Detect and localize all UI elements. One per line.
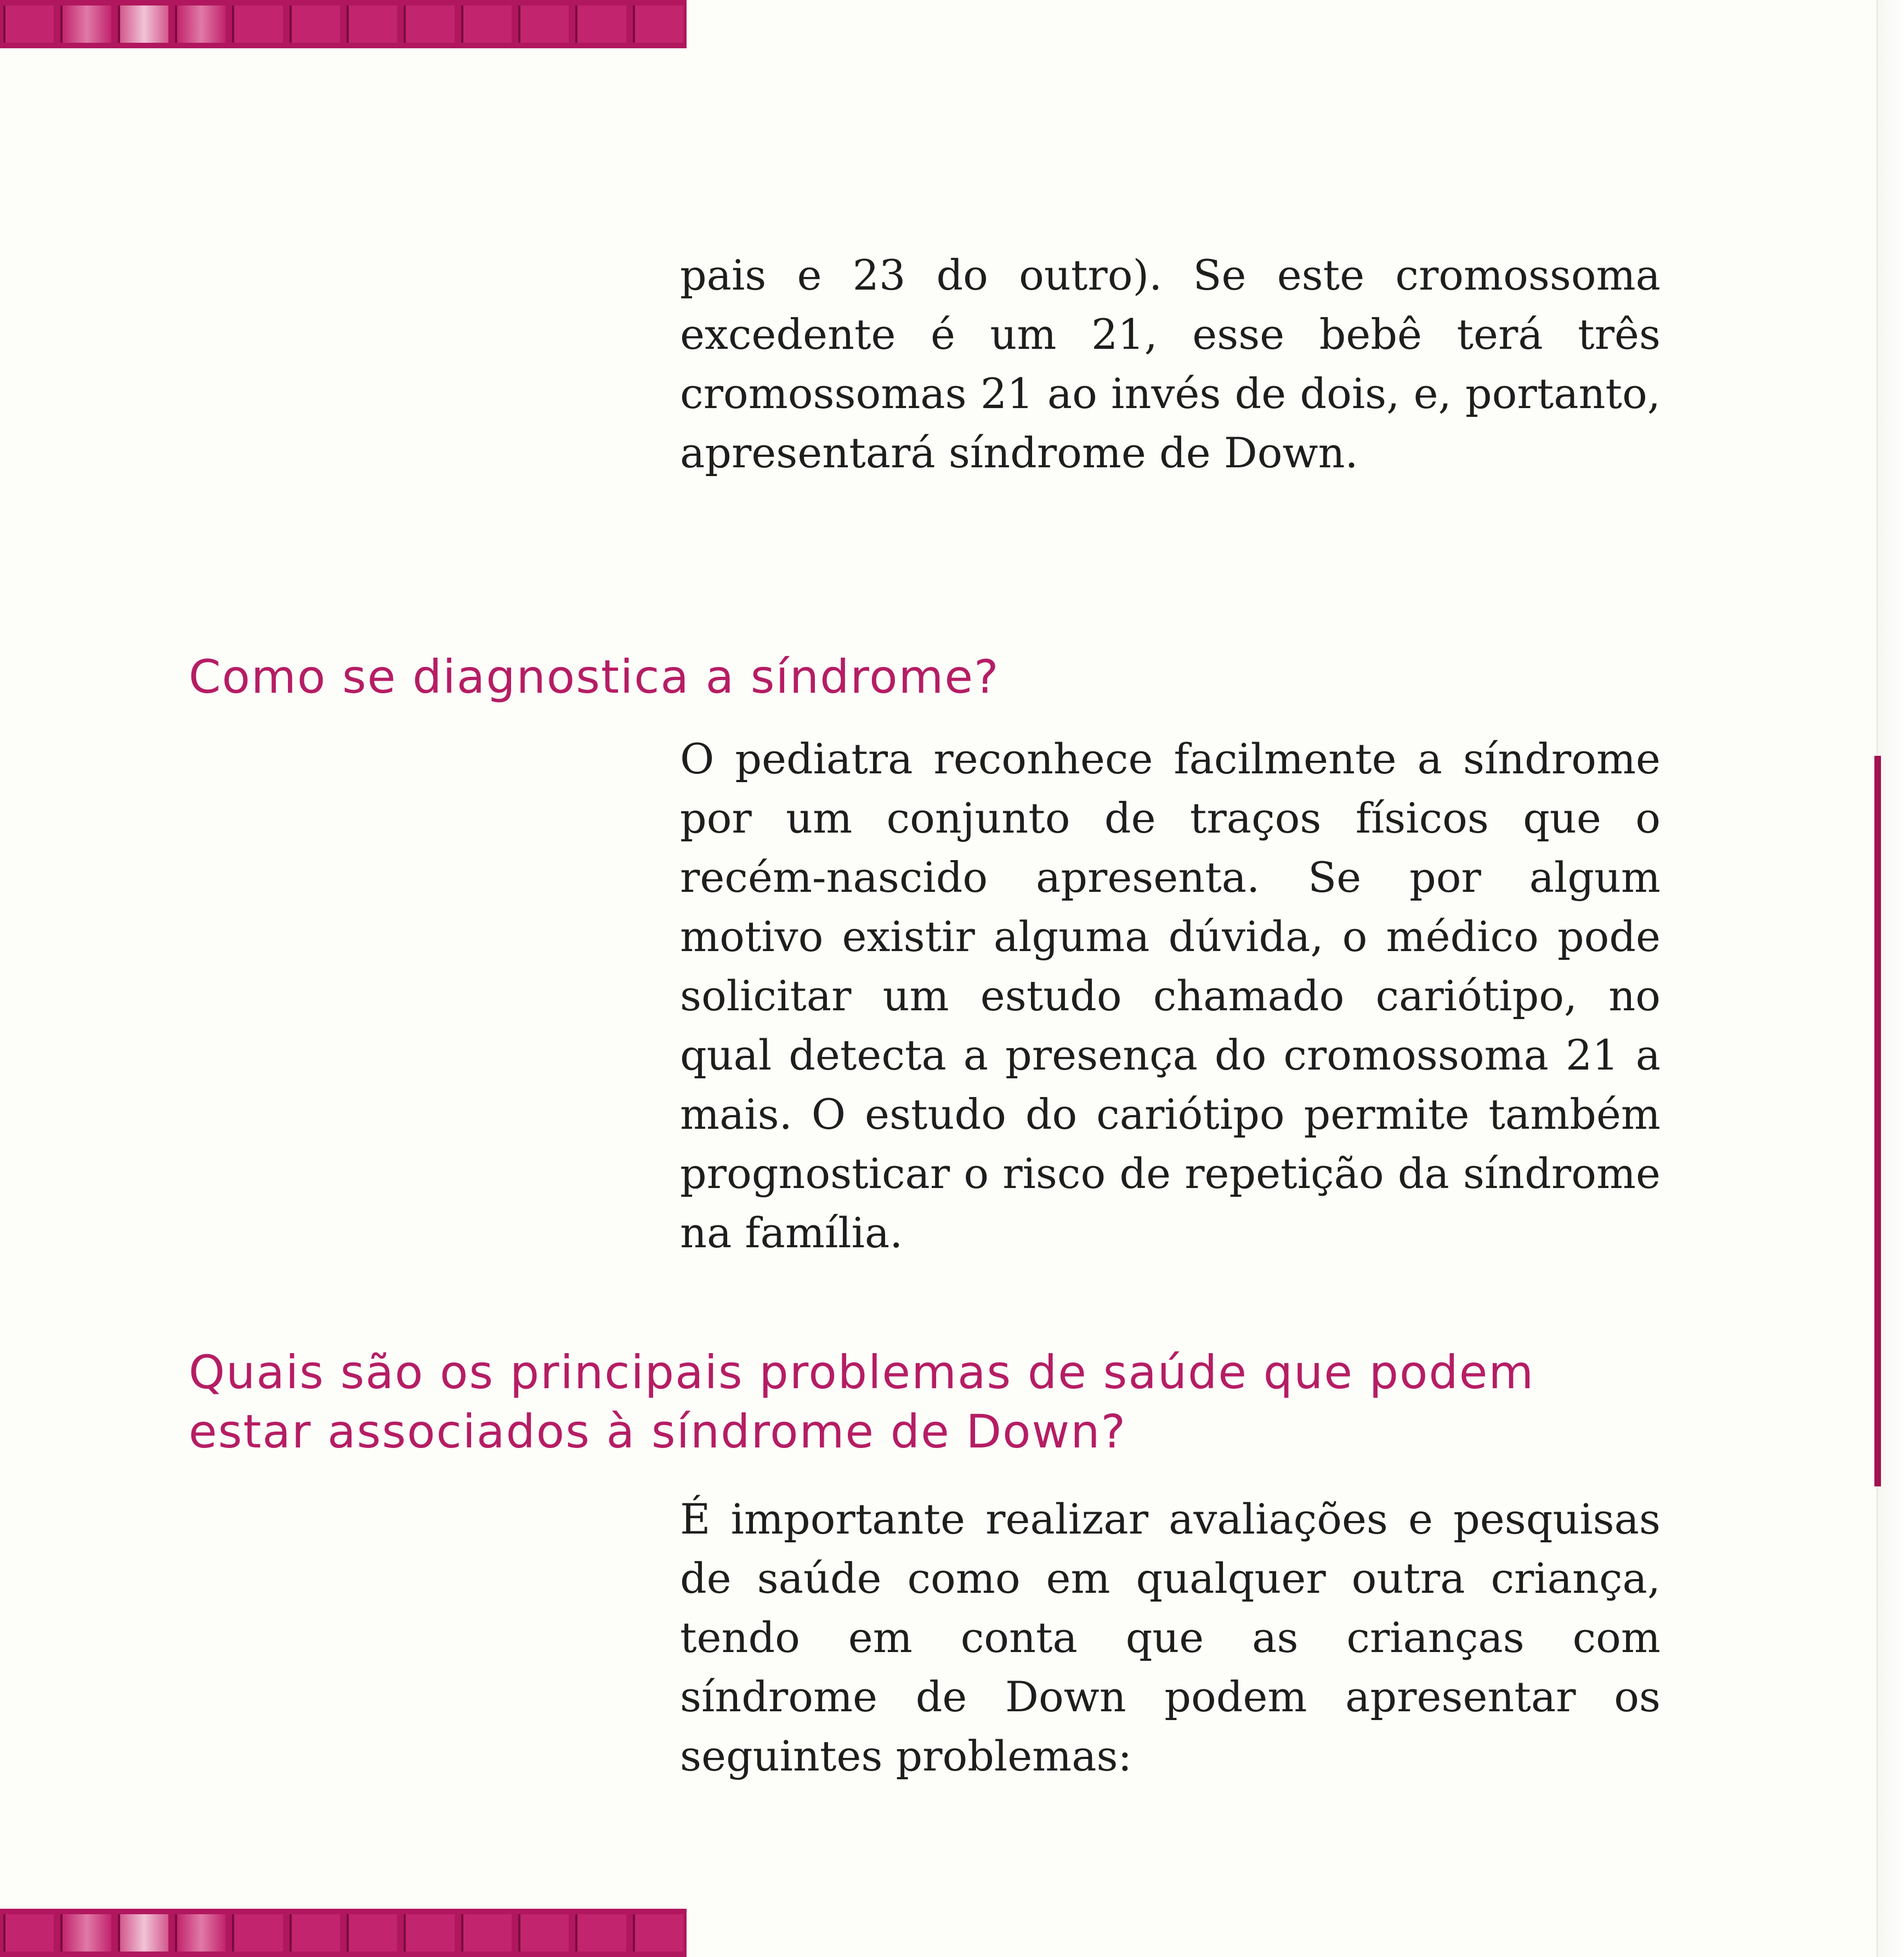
heading-line-2: estar associados à síndrome de Down? <box>189 1405 1127 1458</box>
strip-block <box>60 5 111 43</box>
strip-block <box>290 1914 340 1952</box>
strip-block <box>60 1914 111 1952</box>
diagnosis-heading: Como se diagnostica a síndrome? <box>189 650 1000 704</box>
strip-block <box>633 1914 683 1952</box>
strip-block <box>347 1914 397 1952</box>
strip-block <box>232 1914 282 1952</box>
strip-block <box>290 5 340 43</box>
strip-block <box>175 1914 225 1952</box>
diagnosis-paragraph: O pediatra reconhece facilmente a síndrome por um conjunto de traços físicos que o recém-nascido apresenta. Se por algum motivo existir alguma dúvida, o médico pode solicitar um estudo chamado cariótipo, no qual detecta a presença do cromossoma 21 a mais. O estudo do cariótipo permite também prognosticar o risco de repetição da síndrome na família. <box>680 734 1661 1257</box>
strip-block <box>518 5 569 43</box>
strip-block <box>575 5 626 43</box>
strip-block <box>3 1914 54 1952</box>
intro-paragraph: pais e 23 do outro). Se este cromossoma excedente é um 21, esse bebê terá três cromossomas 21 ao invés de dois, e, portanto, apresentará síndrome de Down. <box>680 251 1661 477</box>
strip-block <box>404 5 454 43</box>
strip-block <box>232 5 282 43</box>
strip-block <box>461 5 512 43</box>
heading-line-1: Quais são os principais problemas de saúde que podem <box>189 1345 1535 1399</box>
strip-block <box>575 1914 626 1952</box>
strip-block <box>347 5 397 43</box>
strip-block <box>633 5 683 43</box>
health-problems-heading <box>189 1343 1669 1461</box>
strip-block <box>118 5 168 43</box>
strip-block <box>118 1914 168 1952</box>
top-decorative-strip <box>0 0 687 48</box>
bottom-decorative-strip <box>0 1909 687 1957</box>
health-problems-paragraph: É importante realizar avaliações e pesquisas de saúde como em qualquer outra criança, tendo em conta que as crianças com síndrome de Down podem apresentar os seguintes problemas: <box>680 1495 1661 1780</box>
strip-block <box>461 1914 512 1952</box>
strip-block <box>518 1914 569 1952</box>
strip-block <box>404 1914 454 1952</box>
right-accent-bar <box>1874 756 1881 1486</box>
strip-block <box>175 5 225 43</box>
strip-block <box>3 5 54 43</box>
